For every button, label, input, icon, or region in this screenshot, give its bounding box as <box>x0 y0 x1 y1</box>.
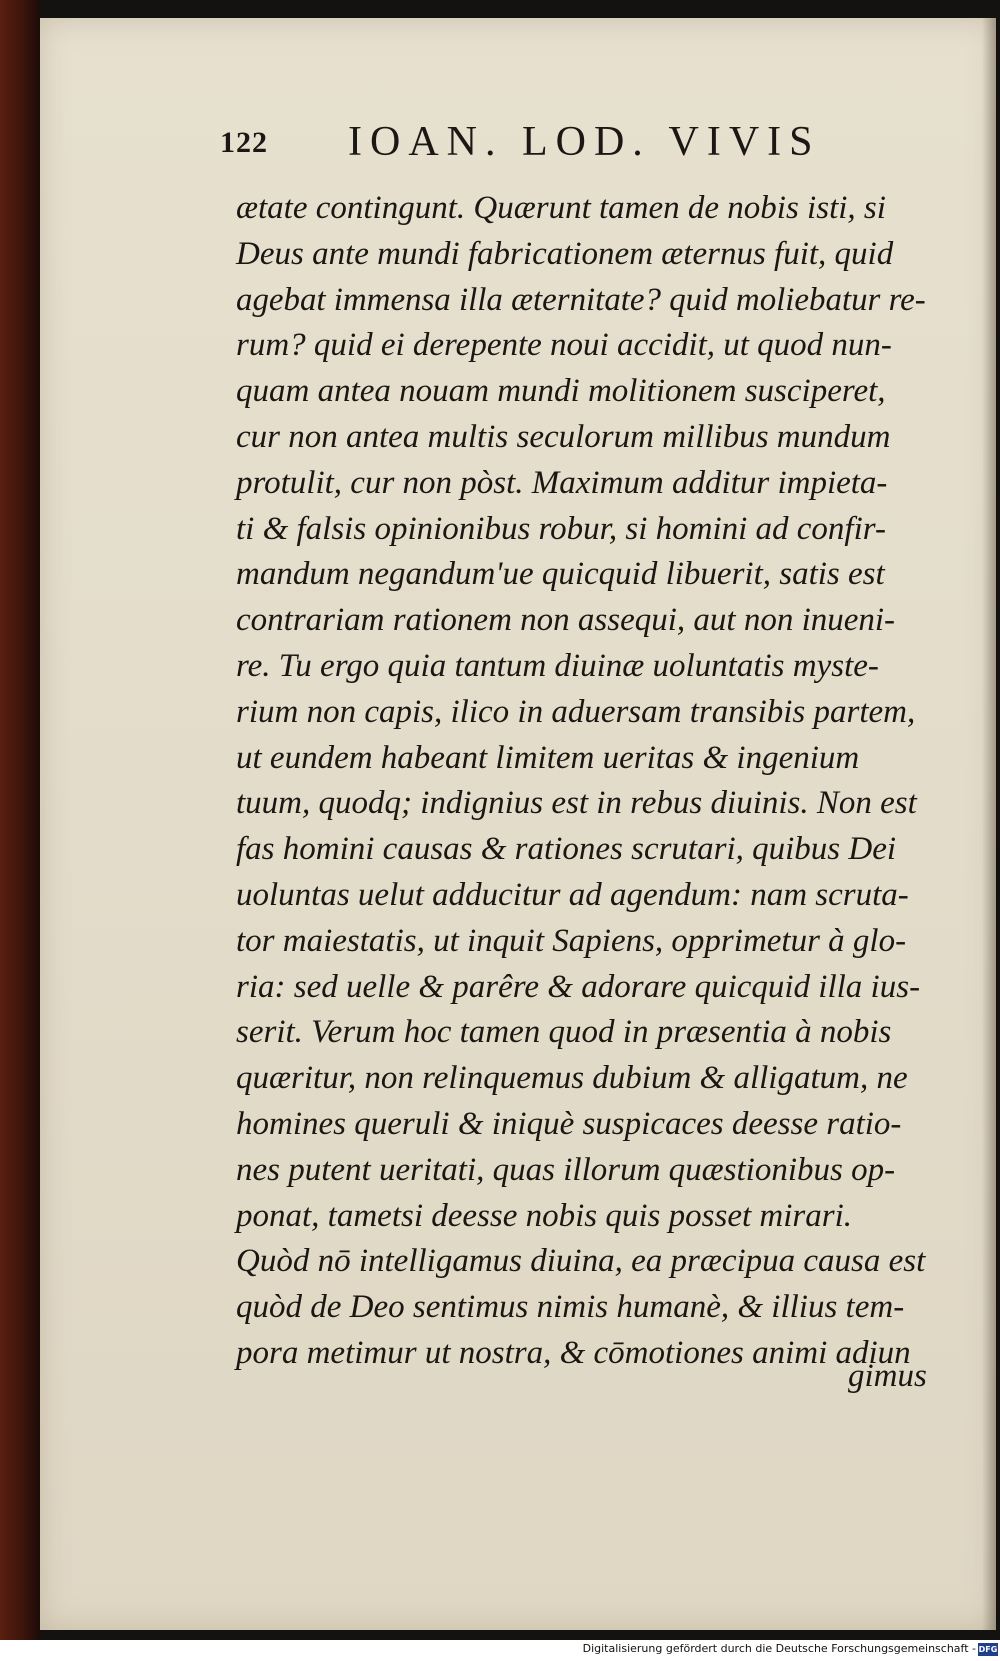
text-line: rum? quid ei derepente noui accidit, ut quod nun- <box>236 327 892 364</box>
text-line: Deus ante mundi fabricationem æternus fuit, quid <box>236 235 894 272</box>
text-line: contrariam rationem non assequi, aut non inueni- <box>236 602 896 639</box>
text-line: quam antea nouam mundi molitionem susciperet, <box>236 373 886 410</box>
text-line: tuum, quodq; indignius est in rebus diuinis. Non est <box>236 785 917 822</box>
text-line: ti & falsis opinionibus robur, si homini ad confir- <box>236 510 886 547</box>
text-line: cur non antea multis seculorum millibus mundum <box>236 418 891 455</box>
text-line: serit. Verum hoc tamen quod in præsentia à nobis <box>236 1014 892 1051</box>
text-line: agebat immensa illa æternitate? quid moliebatur re- <box>236 281 926 318</box>
footer-bar <box>0 1640 1000 1661</box>
page-number: 122 <box>220 126 268 159</box>
text-line: quòd de Deo sentimus nimis humanè, & illius tem- <box>236 1289 905 1326</box>
text-line: Quòd nō intelligamus diuina, ea præcipua causa est <box>236 1243 926 1280</box>
running-head: IOAN. LOD. VIVIS <box>348 119 821 165</box>
text-line: quæritur, non relinquemus dubium & alligatum, ne <box>236 1060 908 1097</box>
book-cover-edge <box>0 0 40 1640</box>
text-line: re. Tu ergo quia tantum diuinæ uoluntatis myste- <box>236 647 879 684</box>
text-line: ætate contingunt. Quærunt tamen de nobis isti, si <box>236 190 886 226</box>
text-line: pora metimur ut nostra, & cōmotiones animi adiun <box>236 1334 911 1371</box>
text-line: tor maiestatis, ut inquit Sapiens, opprimetur à glo- <box>236 922 907 959</box>
text-line: fas homini causas & rationes scrutari, quibus Dei <box>236 831 897 868</box>
text-line: ponat, tametsi deesse nobis quis posset mirari. <box>236 1197 852 1234</box>
text-line: homines queruli & iniquè suspicaces deesse ratio- <box>236 1105 902 1142</box>
text-line: ria: sed uelle & parêre & adorare quicquid illa ius- <box>236 968 921 1005</box>
book-page <box>40 18 996 1630</box>
text-line: uoluntas uelut adducitur ad agendum: nam scruta- <box>236 876 909 913</box>
text-line: protulit, cur non pòst. Maximum additur impieta- <box>236 464 888 501</box>
dfg-logo: DFG <box>978 1645 998 1654</box>
page-header <box>220 118 840 178</box>
text-line: rium non capis, ilico in aduersam transibis partem, <box>236 693 916 730</box>
footer-credit: Digitalisierung gefördert durch die Deutsche Forschungsgemeinschaft - <box>582 1642 976 1655</box>
text-line: nes putent ueritati, quas illorum quæstionibus op- <box>236 1151 896 1188</box>
text-line: ut eundem habeant limitem ueritas & ingenium <box>236 739 860 776</box>
body-text <box>236 186 926 1377</box>
text-line: mandum negandum'ue quicquid libuerit, satis est <box>236 556 885 593</box>
catchword: gimus <box>848 1358 927 1394</box>
